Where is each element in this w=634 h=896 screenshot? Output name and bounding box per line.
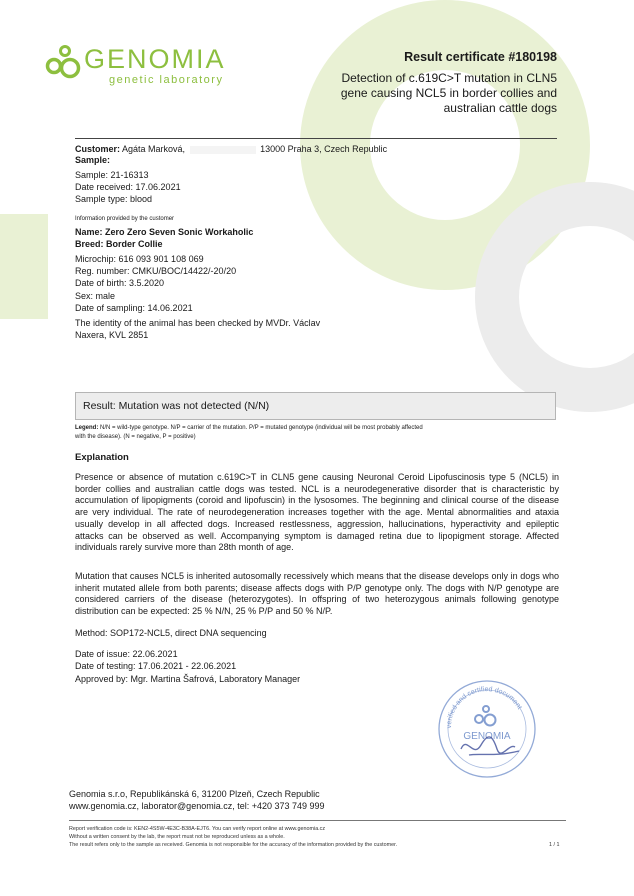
legend-line: with the disease). (N = negative, P = positive): [75, 434, 196, 440]
redacted-street: [190, 146, 256, 154]
legend-line: [75, 425, 423, 433]
result-text: Result: Mutation was not detected (N/N): [83, 400, 270, 412]
logo-name: GENOMIA: [84, 44, 226, 74]
footer-fine-print: Without a written consent by the lab, the report must not be reproduced unless as a whole.: [69, 834, 285, 840]
footer-fine-print: The result refers only to the sample as received. Genomia is not responsible for the accuracy of the information provided by the customer.: [69, 842, 398, 848]
certificate-desc-line: gene causing NCL5 in border collies and: [340, 86, 557, 100]
date-of-testing: Date of testing: 17.06.2021 - 22.06.2021: [75, 661, 237, 671]
animal-identity-line: The identity of the animal has been checked by MVDr. Václav: [75, 318, 321, 328]
explanation-heading: Explanation: [75, 452, 129, 463]
footer-address: Genomia s.r.o, Republikánská 6, 31200 Plzeň, Czech Republic: [69, 789, 320, 799]
page-number: 1 / 1: [549, 842, 560, 848]
certificate-desc-line: australian cattle dogs: [443, 101, 557, 115]
footer-contact: www.genomia.cz, laborator@genomia.cz, tel: +420 373 749 999: [69, 801, 325, 811]
customer-address: 13000 Praha 3, Czech Republic: [260, 144, 388, 154]
legend-label: Legend:: [75, 425, 99, 431]
legend-text: N/N = wild-type genotype. N/P = carrier of the mutation. P/P = mutated genotype (individual will be most probably affected: [100, 425, 423, 431]
explanation-paragraph: Presence or absence of mutation c.619C>T in CLN5 gene causing Neuronal Ceroid Lipofuscinosis type 5 (NCL5) in border collies and australian cattle dogs was tested. NCL is a neurodegenerative disorder that is characteristic by accumulation of lipopigments (coroid and lipofuscin) in the lysosomes. The beginning and clinical course of the disease are very individual. The rate of neurodegeneration increases together with the age. Mental abnormalities and ataxia usually develop in all affected dogs. Increased restlessness, aggression, hallucinations, hyperactivity and epileptic attacks can be observed as well. Accompanying symptom is damaged retina due to lipopigment storage. Affected individuals rarely survive more than 28th month of age.: [75, 472, 559, 553]
animal-date-of-birth: Date of birth: 3.5.2020: [75, 278, 165, 288]
animal-sex: Sex: male: [75, 291, 116, 301]
logo-tagline: genetic laboratory: [109, 74, 224, 86]
green-side-bar-decoration: [0, 214, 48, 319]
footer-divider: [69, 820, 566, 821]
customer-line: [75, 144, 387, 155]
info-note: Information provided by the customer: [75, 216, 175, 222]
date-of-issue: Date of issue: 22.06.2021: [75, 649, 178, 659]
header-divider: [75, 138, 557, 139]
stamp-logo-icon: [475, 706, 496, 726]
certification-stamp: [435, 677, 539, 781]
customer-label: Customer:: [75, 144, 121, 154]
animal-microchip: Microchip: 616 093 901 108 069: [75, 254, 204, 264]
stamp-name: GENOMIA: [463, 731, 511, 742]
sample-date-received: Date received: 17.06.2021: [75, 182, 181, 192]
footer-fine-print: Report verification code is: KEN2-4S5W-4E3C-B38A-EJT6. You can verify report online at www.genomia.cz: [69, 826, 326, 832]
approved-by: Approved by: Mgr. Martina Šafrová, Laboratory Manager: [75, 674, 301, 684]
animal-breed: Breed: Border Collie: [75, 239, 163, 249]
animal-name: Name: Zero Zero Seven Sonic Workaholic: [75, 227, 254, 237]
stamp-ring-text: verified and certified document: [445, 686, 523, 729]
method-line: Method: SOP172-NCL5, direct DNA sequencing: [75, 628, 267, 638]
genomia-logo-icon: [45, 44, 85, 80]
customer-name: Agáta Marková,: [122, 144, 186, 154]
result-box: [75, 392, 556, 420]
certificate-title: Result certificate #180198: [404, 50, 557, 64]
animal-date-of-sampling: Date of sampling: 14.06.2021: [75, 303, 193, 313]
certificate-desc-line: Detection of c.619C>T mutation in CLN5: [341, 71, 557, 85]
animal-reg-number: Reg. number: CMKU/BOC/14422/-20/20: [75, 266, 237, 276]
explanation-paragraph: Mutation that causes NCL5 is inherited autosomally recessively which means that the disease develops only in dogs who inherit mutated allele from both parents; disease affects dogs with P/P genotype only. The dogs with N/P genotype are considered carriers of the disease (heterozygotes). In offspring of two heterozygous animals following genotype distribution can be expected: 25 % N/N, 25 % P/P and 50 % N/P.: [75, 571, 559, 617]
sample-type: Sample type: blood: [75, 194, 153, 204]
animal-identity-line: Naxera, KVL 2851: [75, 330, 149, 340]
sample-heading: Sample:: [75, 155, 111, 165]
sample-number: Sample: 21-16313: [75, 170, 149, 180]
certificate-description: [297, 71, 557, 116]
